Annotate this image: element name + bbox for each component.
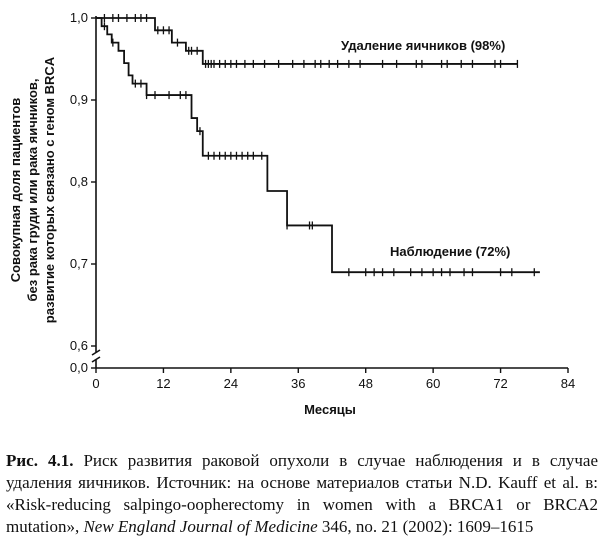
y-tick-label: 1,0 <box>69 10 88 25</box>
series-label-2: Наблюдение (72%) <box>390 244 511 259</box>
y-tick-label: 0,8 <box>69 174 88 189</box>
caption-text-part2: 346, no. 21 (2002): 1609–1615 <box>317 517 534 536</box>
chart-series <box>96 14 540 276</box>
series-label-1: Удаление яичников (98%) <box>341 38 506 53</box>
y-axis-title-line: без рака груди или рака яичников, <box>25 78 40 302</box>
series-line-2 <box>96 18 540 272</box>
y-tick-label: 0,9 <box>69 92 88 107</box>
x-tick-label: 84 <box>560 376 576 391</box>
chart-axes <box>91 16 568 373</box>
y-axis-title-line: Совокупная доля пациентов <box>8 97 23 283</box>
caption-label: Рис. 4.1. <box>6 451 74 470</box>
y-tick-label: 0,6 <box>69 338 88 353</box>
caption-text-part1: Риск развития раковой опухоли в случае наблюдения и в случае удаления яичников. Источник: на основе материалов статьи N.D. Kauff et al. в: «Risk-reducing salpingo-oopherectomy in women with a BRCA1 or BRCA2 mutation», <box>6 451 599 536</box>
x-tick-label: 48 <box>358 376 373 391</box>
x-tick-label: 12 <box>156 376 171 391</box>
x-axis-title: Месяцы <box>304 402 356 417</box>
x-tick-label: 24 <box>223 376 239 391</box>
caption-journal: New England Journal of Medicine <box>83 517 318 536</box>
y-axis-title-line: развитие которых связано с геном BRCA <box>42 56 57 324</box>
x-tick-label: 36 <box>291 376 306 391</box>
y-tick-label-zero: 0,0 <box>69 360 88 375</box>
x-tick-label: 0 <box>92 376 100 391</box>
figure-caption <box>6 450 598 538</box>
x-tick-label: 60 <box>425 376 441 391</box>
x-tick-label: 72 <box>493 376 508 391</box>
chart-labels <box>8 10 575 417</box>
y-tick-label: 0,7 <box>69 256 88 271</box>
